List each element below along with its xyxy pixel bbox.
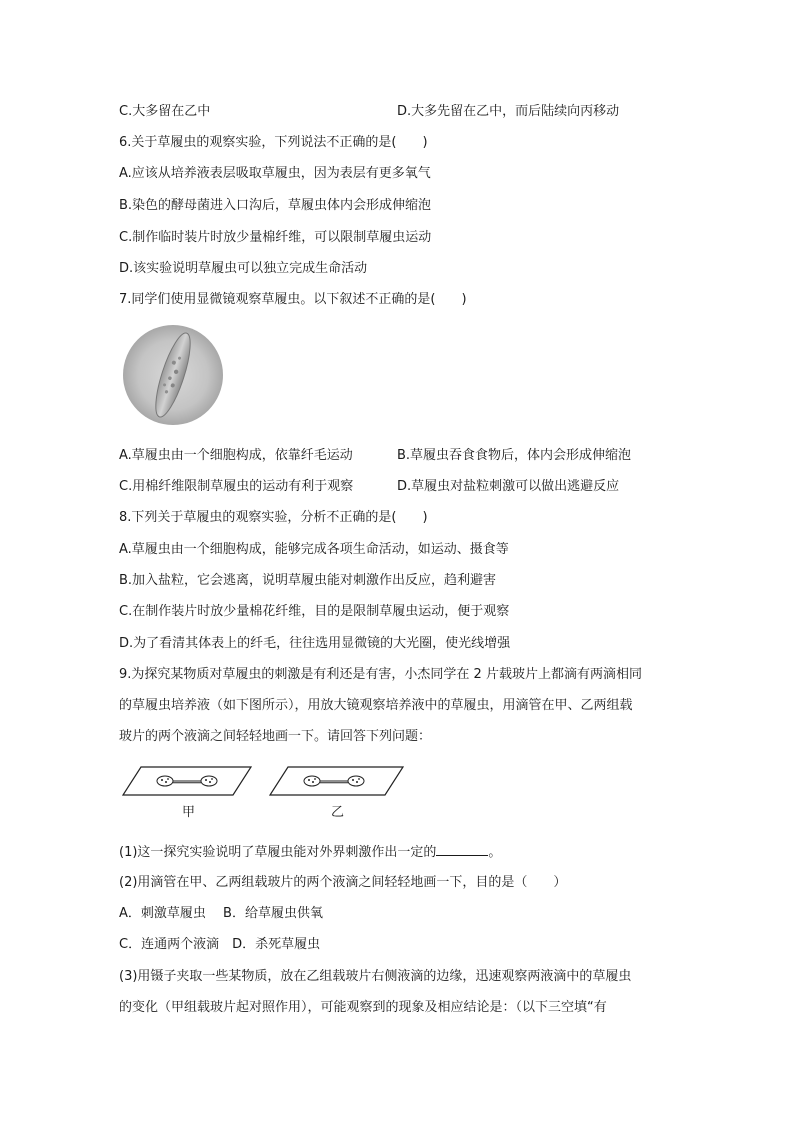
paramecium-micrograph bbox=[121, 323, 225, 427]
q9-part2-options-cd: C．连通两个液滴 D．杀死草履虫 bbox=[119, 937, 321, 952]
q9-part1 bbox=[119, 843, 501, 862]
q9-part1-text: (1)这一探究实验说明了草履虫能对外界刺激作出一定的 bbox=[119, 845, 437, 860]
q8-option-c: C.在制作装片时放少量棉花纤维，目的是限制草履虫运动，便于观察 bbox=[119, 604, 510, 619]
q7-option-c: C.用棉纤维限制草履虫的运动有利于观察 bbox=[119, 479, 354, 494]
q7-option-d: D.草履虫对盐粒刺激可以做出逃避反应 bbox=[397, 479, 620, 494]
q8-option-d: D.为了看清其体表上的纤毛，往往选用显微镜的大光圈，使光线增强 bbox=[119, 636, 511, 651]
label-yi: 乙 bbox=[331, 805, 345, 820]
q5-option-d: D.大多先留在乙中，而后陆续向丙移动 bbox=[397, 104, 620, 119]
q9-intro-line1: 9.为探究某物质对草履虫的刺激是有利还是有害，小杰同学在 2 片载玻片上都滴有两滴相同 bbox=[119, 667, 642, 682]
q9-part3-line1: (3)用镊子夹取一些某物质，放在乙组载玻片右侧液滴的边缘，迅速观察两液滴中的草履虫 bbox=[119, 969, 632, 984]
q9-part2-stem: (2)用滴管在甲、乙两组载玻片的两个液滴之间轻轻地画一下，目的是（ ） bbox=[119, 875, 567, 890]
q7-stem: 7.同学们使用显微镜观察草履虫。以下叙述不正确的是( ) bbox=[119, 292, 467, 307]
q9-part1-end: 。 bbox=[488, 845, 502, 860]
q9-part2-options-ab: A．刺激草履虫 B．给草履虫供氧 bbox=[119, 906, 323, 921]
q6-option-b: B.染色的酵母菌进入口沟后，草履虫体内会形成伸缩泡 bbox=[119, 198, 432, 213]
q8-option-a: A.草履虫由一个细胞构成，能够完成各项生命活动，如运动、摄食等 bbox=[119, 542, 509, 557]
q6-option-c: C.制作临时装片时放少量棉纤维，可以限制草履虫运动 bbox=[119, 230, 432, 245]
label-jia: 甲 bbox=[182, 805, 196, 820]
slide-yi bbox=[270, 767, 403, 795]
q9-intro-line2: 的草履虫培养液（如下图所示），用放大镜观察培养液中的草履虫，用滴管在甲、乙两组载 bbox=[119, 698, 633, 713]
answer-blank[interactable] bbox=[436, 843, 488, 856]
q7-option-b: B.草履虫吞食食物后，体内会形成伸缩泡 bbox=[397, 448, 632, 463]
q5-option-c: C.大多留在乙中 bbox=[119, 104, 211, 119]
q8-stem: 8.下列关于草履虫的观察实验，分析不正确的是( ) bbox=[119, 510, 428, 525]
q9-part3-line2: 的变化（甲组载玻片起对照作用），可能观察到的现象及相应结论是：（以下三空填“有 bbox=[119, 1000, 607, 1015]
slides-figure bbox=[119, 764, 409, 824]
q6-option-a: A.应该从培养液表层吸取草履虫，因为表层有更多氧气 bbox=[119, 166, 431, 181]
q6-option-d: D.该实验说明草履虫可以独立完成生命活动 bbox=[119, 261, 368, 276]
q8-option-b: B.加入盐粒，它会逃离，说明草履虫能对刺激作出反应，趋利避害 bbox=[119, 573, 497, 588]
q7-option-a: A.草履虫由一个细胞构成，依靠纤毛运动 bbox=[119, 448, 353, 463]
q9-intro-line3: 玻片的两个液滴之间轻轻地画一下。请回答下列问题： bbox=[119, 729, 432, 744]
slide-jia bbox=[123, 767, 251, 795]
q6-stem: 6.关于草履虫的观察实验，下列说法不正确的是( ) bbox=[119, 135, 428, 150]
